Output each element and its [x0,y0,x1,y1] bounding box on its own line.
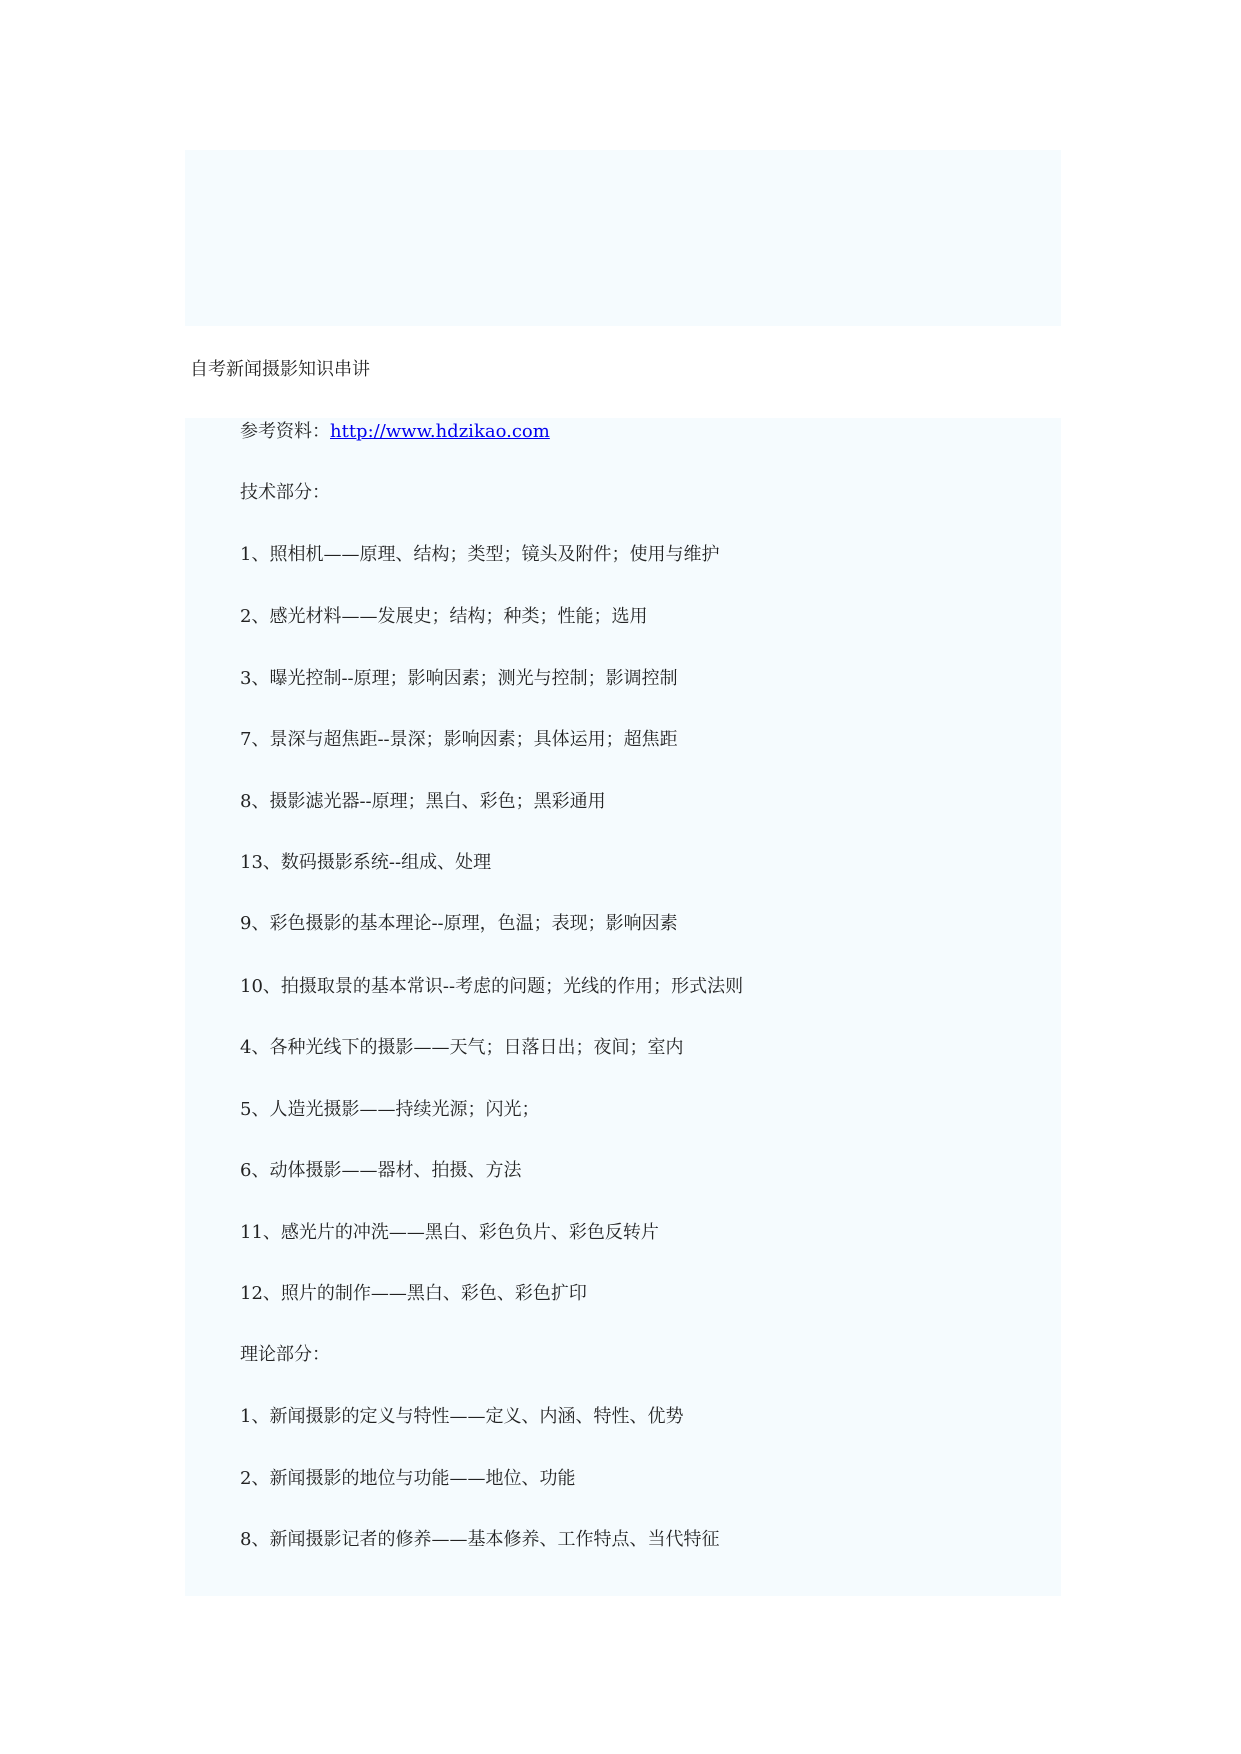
technical-item-2: 2、感光材料——发展史；结构；种类；性能；选用 [240,606,648,627]
technical-item-4: 7、景深与超焦距--景深；影响因素；具体运用；超焦距 [240,729,678,750]
theory-item-1: 1、新闻摄影的定义与特性——定义、内涵、特性、优势 [240,1406,684,1427]
technical-item-12: 11、感光片的冲洗——黑白、彩色负片、彩色反转片 [240,1222,659,1243]
technical-item-10: 5、人造光摄影——持续光源；闪光； [240,1099,540,1120]
technical-heading: 技术部分： [240,482,330,503]
theory-item-3: 8、新闻摄影记者的修养——基本修养、工作特点、当代特征 [240,1529,720,1550]
technical-item-3: 3、曝光控制--原理；影响因素；测光与控制；影调控制 [240,668,678,689]
theory-item-2: 2、新闻摄影的地位与功能——地位、功能 [240,1468,576,1489]
technical-item-13: 12、照片的制作——黑白、彩色、彩色扩印 [240,1283,587,1304]
reference-line [240,420,550,444]
technical-item-1: 1、照相机——原理、结构；类型；镜头及附件；使用与维护 [240,544,720,565]
technical-item-11: 6、动体摄影——器材、拍摄、方法 [240,1160,522,1181]
technical-item-7: 9、彩色摄影的基本理论--原理，色温；表现；影响因素 [240,913,678,934]
top-panel [185,150,1061,326]
reference-label: 参考资料： [240,421,330,442]
technical-item-8: 10、拍摄取景的基本常识--考虑的问题；光线的作用；形式法则 [240,976,744,997]
technical-item-9: 4、各种光线下的摄影——天气；日落日出；夜间；室内 [240,1037,684,1058]
document-title: 自考新闻摄影知识串讲 [190,359,370,380]
reference-link[interactable]: http://www.hdzikao.com [330,421,550,442]
technical-item-6: 13、数码摄影系统--组成、处理 [240,852,492,873]
technical-item-5: 8、摄影滤光器--原理；黑白、彩色；黑彩通用 [240,791,606,812]
theory-heading: 理论部分： [240,1344,330,1365]
